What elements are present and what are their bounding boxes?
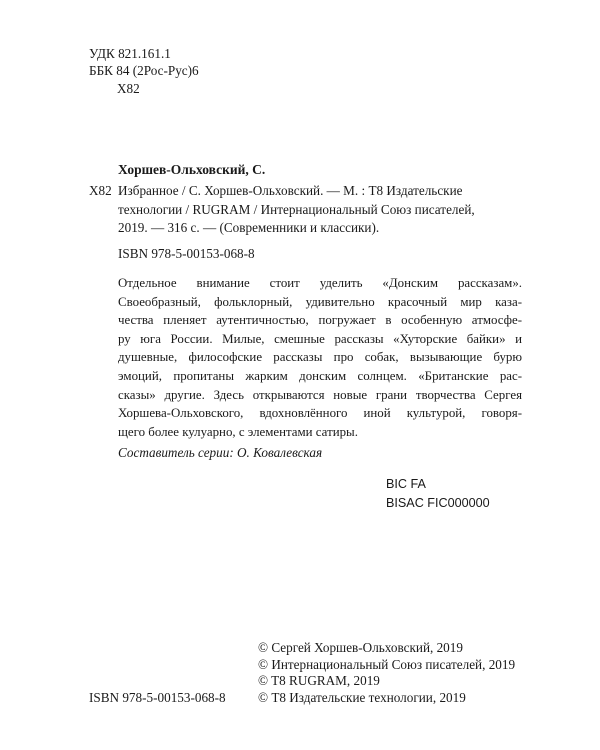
annotation-line: эмоций, пропитаны жарким донским солнцем. «Британские рас-: [118, 368, 522, 383]
bibliography-isbn: ISBN 978-5-00153-068-8: [118, 246, 255, 261]
udk-code: УДК 821.161.1: [89, 46, 171, 61]
annotation-line: душевные, философские рассказы про собак, вызывающие бурю: [118, 350, 522, 365]
copyright-block: [258, 640, 515, 706]
annotation-line: Отдельное внимание стоит уделить «Донским рассказам».: [118, 276, 522, 290]
annotation-text: [118, 274, 522, 441]
bibliography-line: Избранное / С. Хоршев-Ольховский. — М. : Т8 Издательские: [118, 183, 463, 198]
annotation-line: ру юга России. Милые, смешные рассказы «Хуторские байки» и: [118, 331, 522, 346]
bibliography-description: [118, 182, 518, 238]
bbk-code: ББК 84 (2Рос-Рус)6: [89, 63, 199, 78]
copyright-line: © Интернациональный Союз писателей, 2019: [258, 656, 516, 672]
bibliography-line: 2019. — 316 с. — (Современники и классики).: [118, 220, 380, 235]
footer-isbn: ISBN 978-5-00153-068-8: [89, 690, 226, 705]
bic-code: BIC FA: [386, 477, 426, 491]
copyright-line: © T8 RUGRAM, 2019: [258, 673, 380, 689]
bibliography-author: Хоршев-Ольховский, С.: [118, 162, 266, 177]
bisac-code: BISAC FIC000000: [386, 496, 490, 510]
annotation-line: щего более кулуарно, с элементами сатиры.: [118, 424, 358, 439]
copyright-line: © Т8 Издательские технологии, 2019: [258, 689, 466, 705]
copyright-line: © Сергей Хоршев-Ольховский, 2019: [258, 640, 463, 655]
bibliography-author-mark: Х82: [89, 183, 112, 198]
bibliography-line: технологии / RUGRAM / Интернациональный Союз писателей,: [118, 201, 475, 217]
annotation-line: сказы» другие. Здесь открываются новые грани творчества Сергея: [118, 387, 522, 402]
series-compiler: Составитель серии: О. Ковалевская: [118, 445, 323, 460]
annotation-line: чества пленяет аутентичностью, погружает в особенную атмосфе-: [118, 313, 522, 328]
annotation-line: Хоршева-Ольховского, вдохновлённого иной культурой, говоря-: [118, 406, 522, 421]
author-mark-top: Х82: [117, 81, 140, 96]
annotation-line: Своеобразный, фольклорный, удивительно красочный мир каза-: [118, 294, 522, 309]
